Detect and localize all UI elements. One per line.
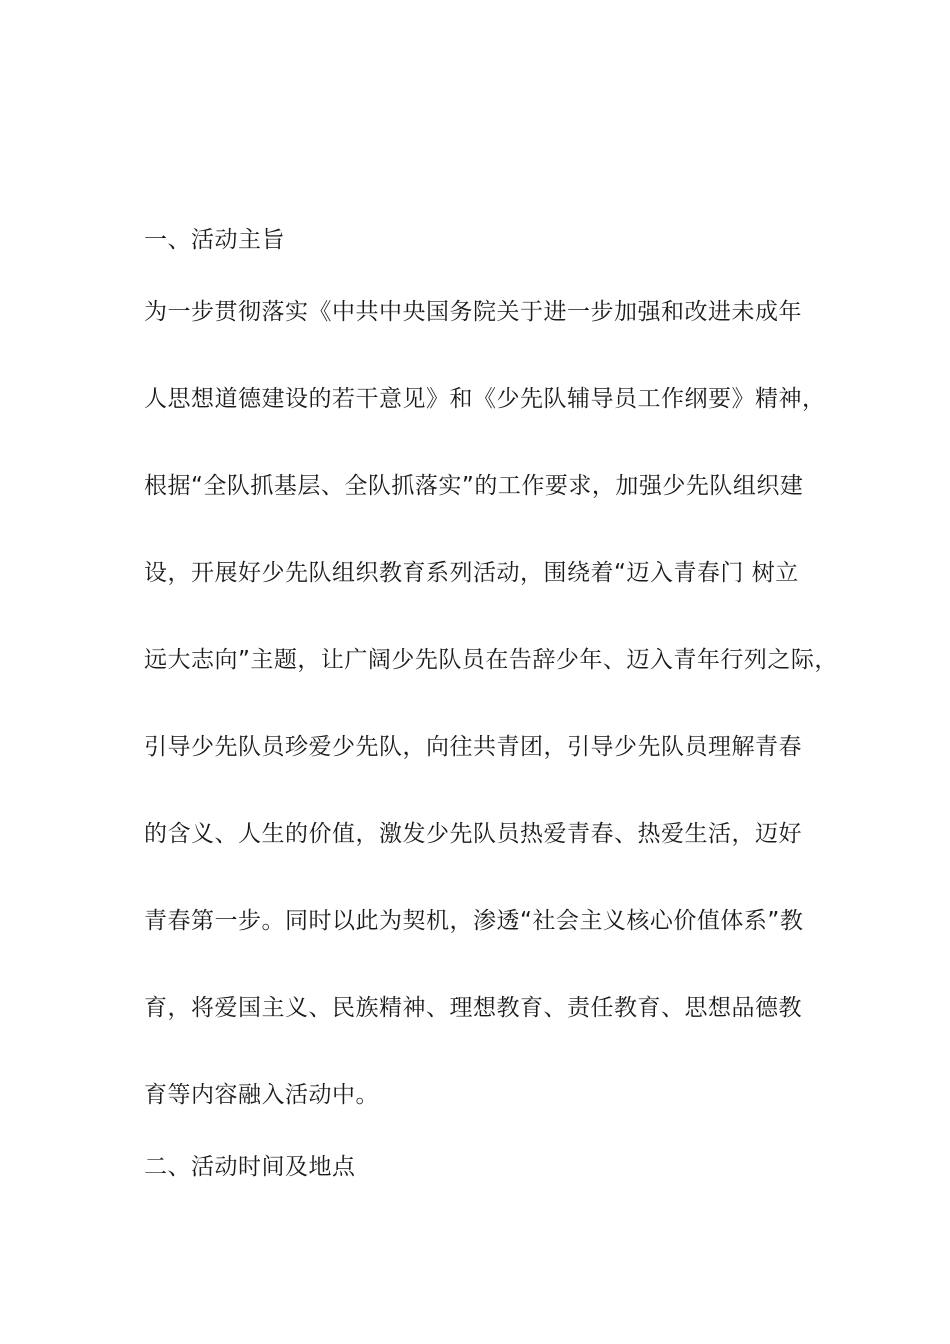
paragraph-line: 育等内容融入活动中。 [144,1082,379,1108]
section-heading-purpose: 一、活动主旨 [144,227,285,253]
paragraph-line: 为一步贯彻落实《中共中央国务院关于进一步加强和改进未成年 [144,299,802,325]
section-heading-time-location: 二、活动时间及地点 [144,1154,356,1180]
paragraph-line: 远大志向”主题，让广阔少先队员在告辞少年、迈入青年行列之际， [144,647,838,673]
paragraph-line: 人思想道德建设的若干意见》和《少先队辅导员工作纲要》精神， [144,386,826,412]
paragraph-line: 根据“全队抓基层、全队抓落实”的工作要求，加强少先队组织建 [144,473,804,499]
paragraph-line: 的含义、人生的价值，激发少先队员热爱青春、热爱生活，迈好 [144,821,802,847]
paragraph-line: 引导少先队员珍爱少先队，向往共青团，引导少先队员理解青春 [144,734,802,760]
paragraph-line: 设，开展好少先队组织教育系列活动，围绕着“迈入青春门 树立 [144,560,799,586]
paragraph-line: 育，将爱国主义、民族精神、理想教育、责任教育、思想品德教 [144,995,802,1021]
paragraph-line: 青春第一步。同时以此为契机，渗透“社会主义核心价值体系”教 [144,908,804,934]
